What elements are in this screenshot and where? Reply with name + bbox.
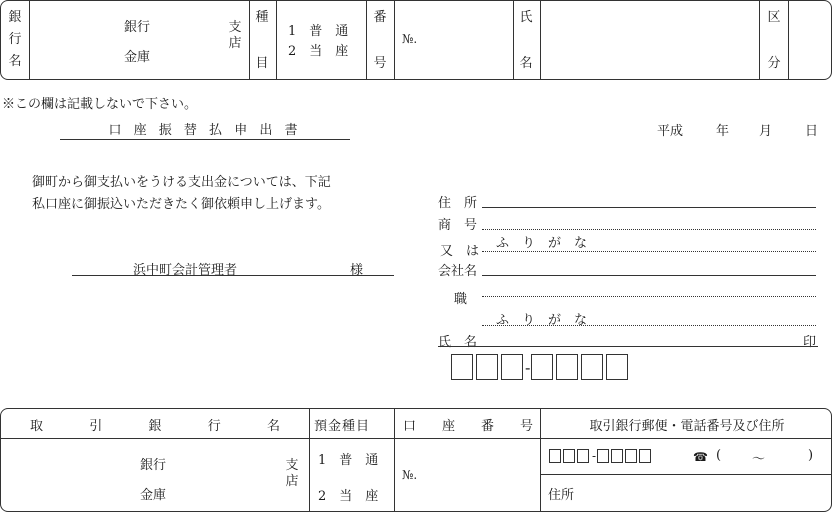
- bottom-branch-text: 支 店: [285, 458, 299, 489]
- bank-text: 銀行: [124, 20, 151, 35]
- col-deposit-type: 預金種目: [314, 419, 371, 434]
- divider: [513, 0, 514, 80]
- col-bank-name: 取 引 銀 行 名: [30, 419, 280, 434]
- address-line: [482, 207, 816, 208]
- furigana-2: ふ り が な: [496, 313, 588, 328]
- category-label: 区 分: [767, 10, 781, 71]
- divider: [394, 408, 395, 512]
- address-label: 住 所: [438, 196, 478, 211]
- month-label: 月: [759, 124, 773, 139]
- postal-box-small[interactable]: [625, 449, 637, 463]
- company-label: 会社名: [438, 264, 478, 279]
- position-label: 職: [454, 292, 468, 307]
- form-title: 口 座 振 替 払 申 出 書: [60, 119, 350, 140]
- body-line-2: 私口座に御振込いただきたく御依頼申し上げます。: [32, 197, 330, 212]
- divider: [249, 0, 250, 80]
- type-option-2: 2 当 座: [288, 44, 349, 59]
- postal-box-small[interactable]: [577, 449, 589, 463]
- divider: [276, 0, 277, 80]
- or-label: 又 は: [440, 244, 480, 259]
- seal-label: 印: [803, 335, 817, 350]
- furigana-1: ふ り が な: [496, 236, 588, 251]
- postal-box[interactable]: [581, 354, 603, 380]
- postal-code-boxes: [451, 354, 631, 380]
- phone-icon: ☎: [693, 450, 708, 464]
- branch-text: 支 店: [228, 20, 242, 51]
- bottom-type-option-2: 2 当 座: [318, 489, 379, 504]
- postal-box[interactable]: [531, 354, 553, 380]
- divider: [394, 0, 395, 80]
- position-line: [482, 296, 816, 297]
- postal-box[interactable]: [476, 354, 498, 380]
- divider: [366, 0, 367, 80]
- postal-box[interactable]: [556, 354, 578, 380]
- bottom-no-text: №.: [402, 468, 418, 482]
- divider: [788, 0, 789, 80]
- bank-name-label: 銀 行 名: [8, 10, 22, 69]
- postal-dash: -: [525, 357, 531, 377]
- bank-postal-dash: -: [592, 448, 597, 463]
- no-text: №.: [402, 32, 418, 46]
- divider: [309, 408, 310, 512]
- bottom-bank-text: 銀行: [140, 458, 167, 473]
- note-text: ※この欄は記載しないで下さい。: [2, 97, 198, 112]
- bank-postal-boxes: [549, 448, 653, 463]
- divider: [759, 0, 760, 80]
- addressee-honorific: 様: [350, 263, 364, 278]
- furigana-1-line: [482, 251, 816, 252]
- era-label: 平成: [657, 124, 684, 139]
- postal-box-small[interactable]: [597, 449, 609, 463]
- postal-box-small[interactable]: [563, 449, 575, 463]
- shinkin-text: 金庫: [124, 50, 151, 65]
- name-label: 氏 名: [438, 335, 478, 350]
- divider: [540, 474, 832, 475]
- postal-box[interactable]: [606, 354, 628, 380]
- bottom-type-option-1: 1 普 通: [318, 453, 379, 468]
- phone-tilde: ～: [752, 452, 766, 467]
- name-label: 氏 名: [519, 10, 533, 71]
- postal-box-small[interactable]: [639, 449, 651, 463]
- postal-box-small[interactable]: [549, 449, 561, 463]
- trade-name-line: [482, 229, 816, 230]
- postal-box[interactable]: [451, 354, 473, 380]
- number-label: 番 号: [373, 10, 387, 71]
- bank-address-label: 住所: [548, 488, 575, 503]
- col-bank-info: 取引銀行郵便・電話番号及び住所: [589, 419, 785, 434]
- postal-box-small[interactable]: [611, 449, 623, 463]
- year-label: 年: [716, 124, 730, 139]
- addressee-name: 浜中町会計管理者: [133, 263, 238, 278]
- col-account-number: 口 座 番 号: [403, 419, 533, 434]
- divider: [29, 0, 30, 80]
- divider: [540, 408, 541, 512]
- day-label: 日: [805, 124, 819, 139]
- phone-close-paren: ): [808, 448, 814, 463]
- type-label: 種 目: [255, 10, 269, 71]
- name-line: [438, 346, 818, 347]
- bottom-shinkin-text: 金庫: [140, 488, 167, 503]
- postal-box[interactable]: [501, 354, 523, 380]
- divider: [540, 0, 541, 80]
- body-line-1: 御町から御支払いをうける支出金については、下記: [32, 175, 331, 190]
- trade-name-label: 商 号: [438, 218, 478, 233]
- furigana-2-line: [482, 325, 816, 326]
- company-line: [482, 275, 816, 276]
- phone-open-paren: (: [716, 448, 722, 463]
- type-option-1: 1 普 通: [288, 24, 349, 39]
- divider: [0, 438, 832, 439]
